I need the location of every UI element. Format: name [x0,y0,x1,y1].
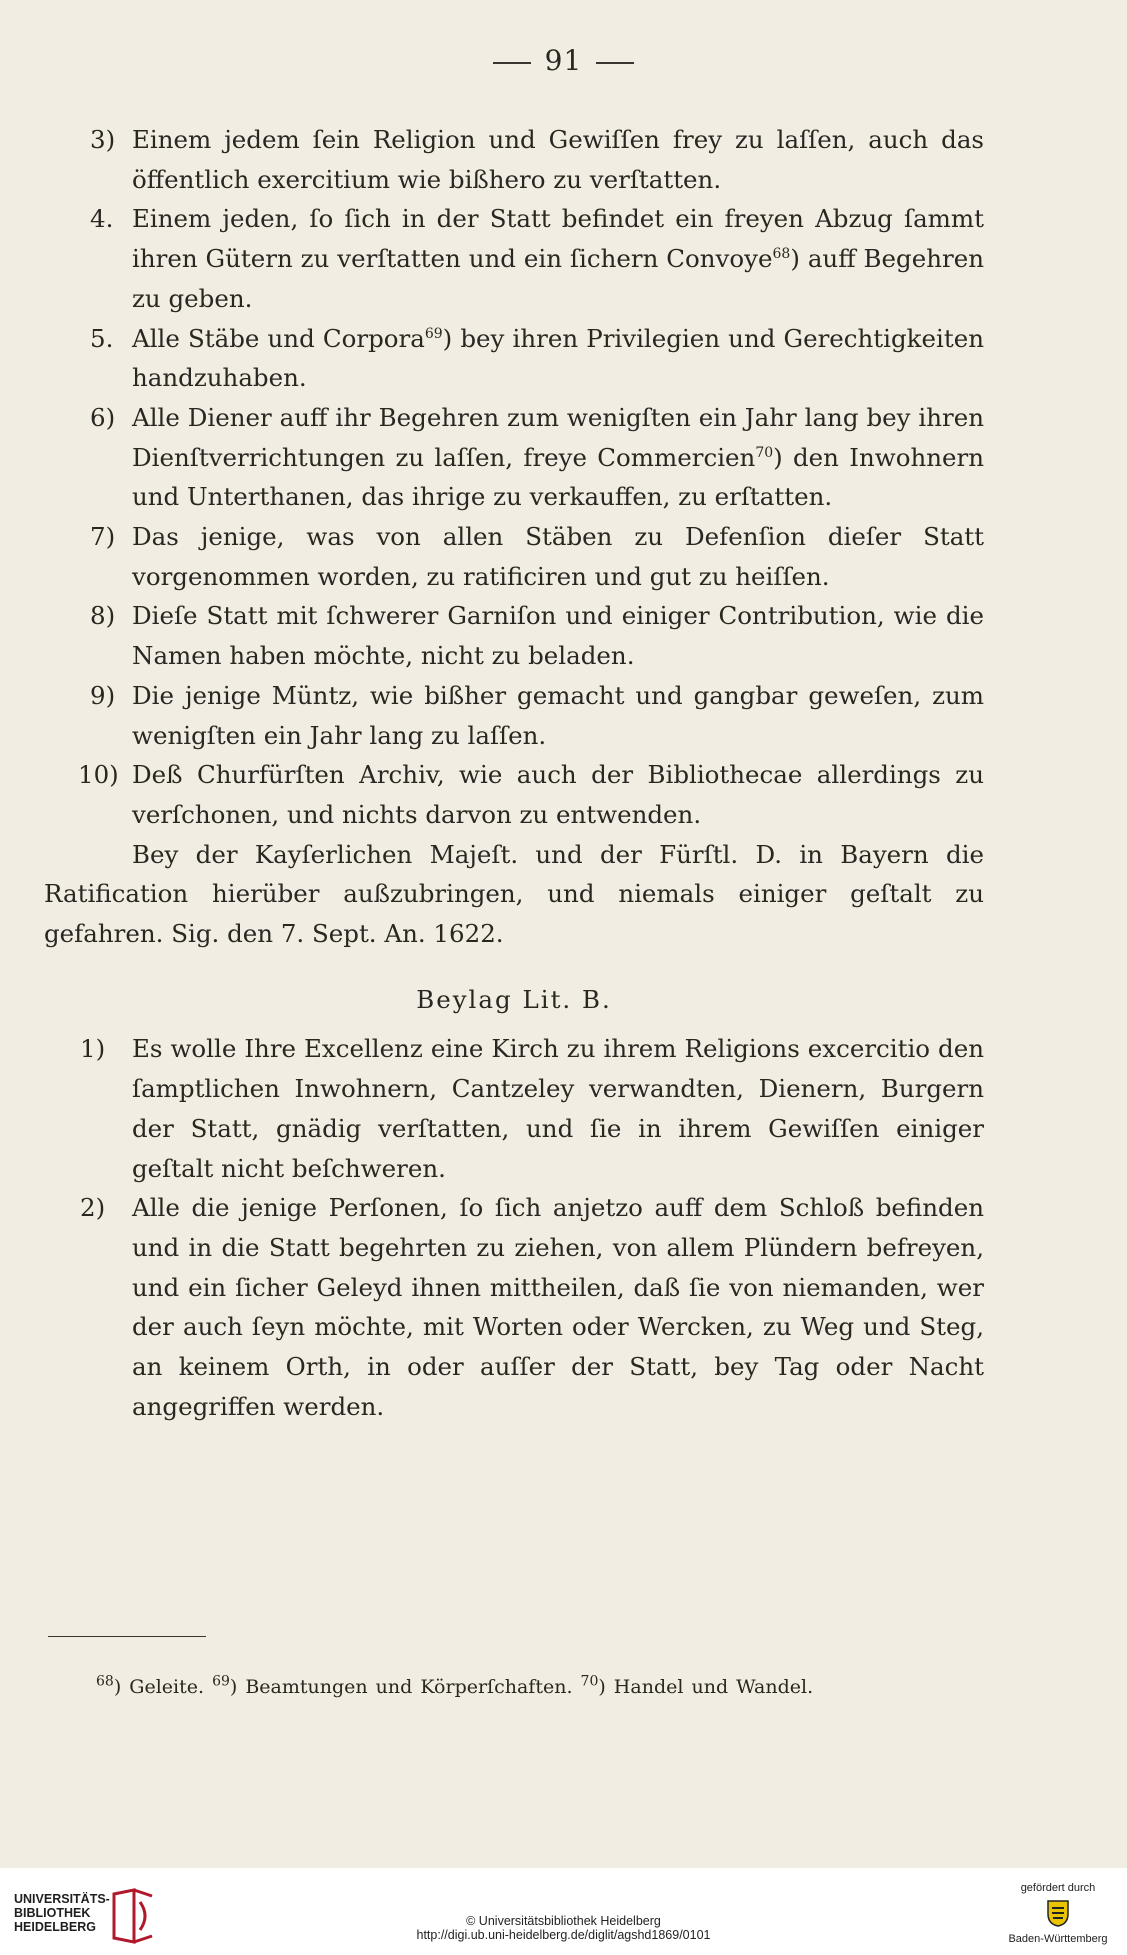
article-number: 4. [90,204,114,234]
page-number-dash-left [493,62,531,64]
article-text: Es wolle Ihre Excellenz eine Kirch zu ihrem Religions excercitio den ſamptlichen Inwohnern, Cantzeley verwandten, Dienern, Burgern der Statt, gnädig verſtatten, und ſie in ihrem Gewiſſen einiger geſtalt nicht beſchweren. [132,1034,984,1183]
article-text: Das jenige, was von allen Stäben zu Defenſion dieſer Statt vorgenommen worden, zu ratificiren und gut zu heiſſen. [132,522,984,591]
article-number: 8) [90,601,116,631]
footnotes: $^{68}$) Geleite. $^{69}$) Beamtungen und Körperſchaften. $^{70}$) Handel und Wandel. [96,1673,814,1698]
sponsor-label: gefördert durch [1020,1882,1096,1894]
sponsor-name: Baden-Württemberg [1008,1933,1108,1945]
article-item [44,755,984,834]
footnote-rule [48,1636,206,1637]
article-item [44,199,984,318]
article-number: 10) [78,760,119,790]
appendix-heading: Beylag Lit. B. [416,984,612,1014]
article-item [44,1029,984,1188]
digitization-footer [0,1868,1127,1955]
article-item [44,596,984,675]
article-text: Alle die jenige Perſonen, ſo ſich anjetzo auff dem Schloß befinden und in die Statt begehrten zu ziehen, von allem Plündern befreyen, und ein ſicher Geleyd ihnen mittheilen, daß ſie von niemanden, wer der auch ſeyn möchte, mit Worten oder Wercken, zu Weg und Steg, an keinem Orth, in oder auſſer der Statt, bey Tag oder Nacht angegriffen werden. [132,1193,984,1421]
sponsor-block [1003,1882,1113,1945]
state-crest-icon [1041,1898,1075,1928]
capitulation-articles [44,120,984,835]
article-item [44,676,984,755]
article-item [44,517,984,596]
closing-paragraph: Bey der Kayſerlichen Majeſt. und der Fürſtl. D. in Bayern die Ratification hierüber außzubringen, und niemals einiger geſtalt zu gefahren. Sig. den 7. Sept. An. 1622. [44,839,984,949]
article-item [44,120,984,199]
page-number-line [0,44,1127,77]
article-item [44,319,984,398]
copyright-line: © Universitätsbibliothek Heidelberg [466,1914,661,1928]
article-number: 7) [90,522,116,552]
article-number: 6) [90,402,116,432]
library-logo-line: BIBLIOTHEK [14,1906,91,1920]
article-number: 5. [90,323,114,353]
article-number: 1) [80,1034,106,1064]
library-logo-line: UNIVERSITÄTS- [14,1892,110,1906]
article-item [44,1188,984,1426]
library-logo-line: HEIDELBERG [14,1920,96,1934]
article-text: Einem jeden, ſo ſich in der Statt befindet ein freyen Abzug ſammt ihren Gütern zu verſtatten und ein ſichern Convoye$^{68}$) auff Begehren zu geben. [132,204,984,313]
article-number: 2) [80,1193,106,1223]
appendix-articles [44,1029,984,1426]
article-text: Alle Diener auff ihr Begehren zum wenigſten ein Jahr lang bey ihren Dienſtverrichtungen zu laſſen, freye Commercien$^{70}$) den Inwohnern und Unterthanen, das ihrige zu verkauffen, zu erſtatten. [132,402,984,512]
article-item [44,398,984,517]
article-number: 3) [90,125,116,154]
copyright-notice [0,1914,1127,1942]
article-number: 9) [90,680,116,710]
page-body [44,120,984,1427]
page-number: 91 [544,44,583,77]
article-text: Alle Stäbe und Corpora$^{69}$) bey ihren Privilegien und Gerechtigkeiten handzuhaben. [132,323,984,393]
article-text: Einem jedem ſein Religion und Gewiſſen frey zu laſſen, auch das öffentlich exercitium wie bißhero zu verſtatten. [132,125,984,194]
article-text: Die jenige Müntz, wie bißher gemacht und gangbar geweſen, zum wenigſten ein Jahr lang zu laſſen. [132,680,984,750]
article-text: Dieſe Statt mit ſchwerer Garniſon und einiger Contribution, wie die Namen haben möchte, nicht zu beladen. [132,601,984,671]
copyright-url-link[interactable]: http://digi.ub.uni-heidelberg.de/diglit/agshd1869/0101 [416,1928,711,1942]
article-text: Deß Churfürſten Archiv, wie auch der Bibliothecae allerdings zu verſchonen, und nichts darvon zu entwenden. [132,760,984,829]
page-number-dash-right [596,62,634,64]
